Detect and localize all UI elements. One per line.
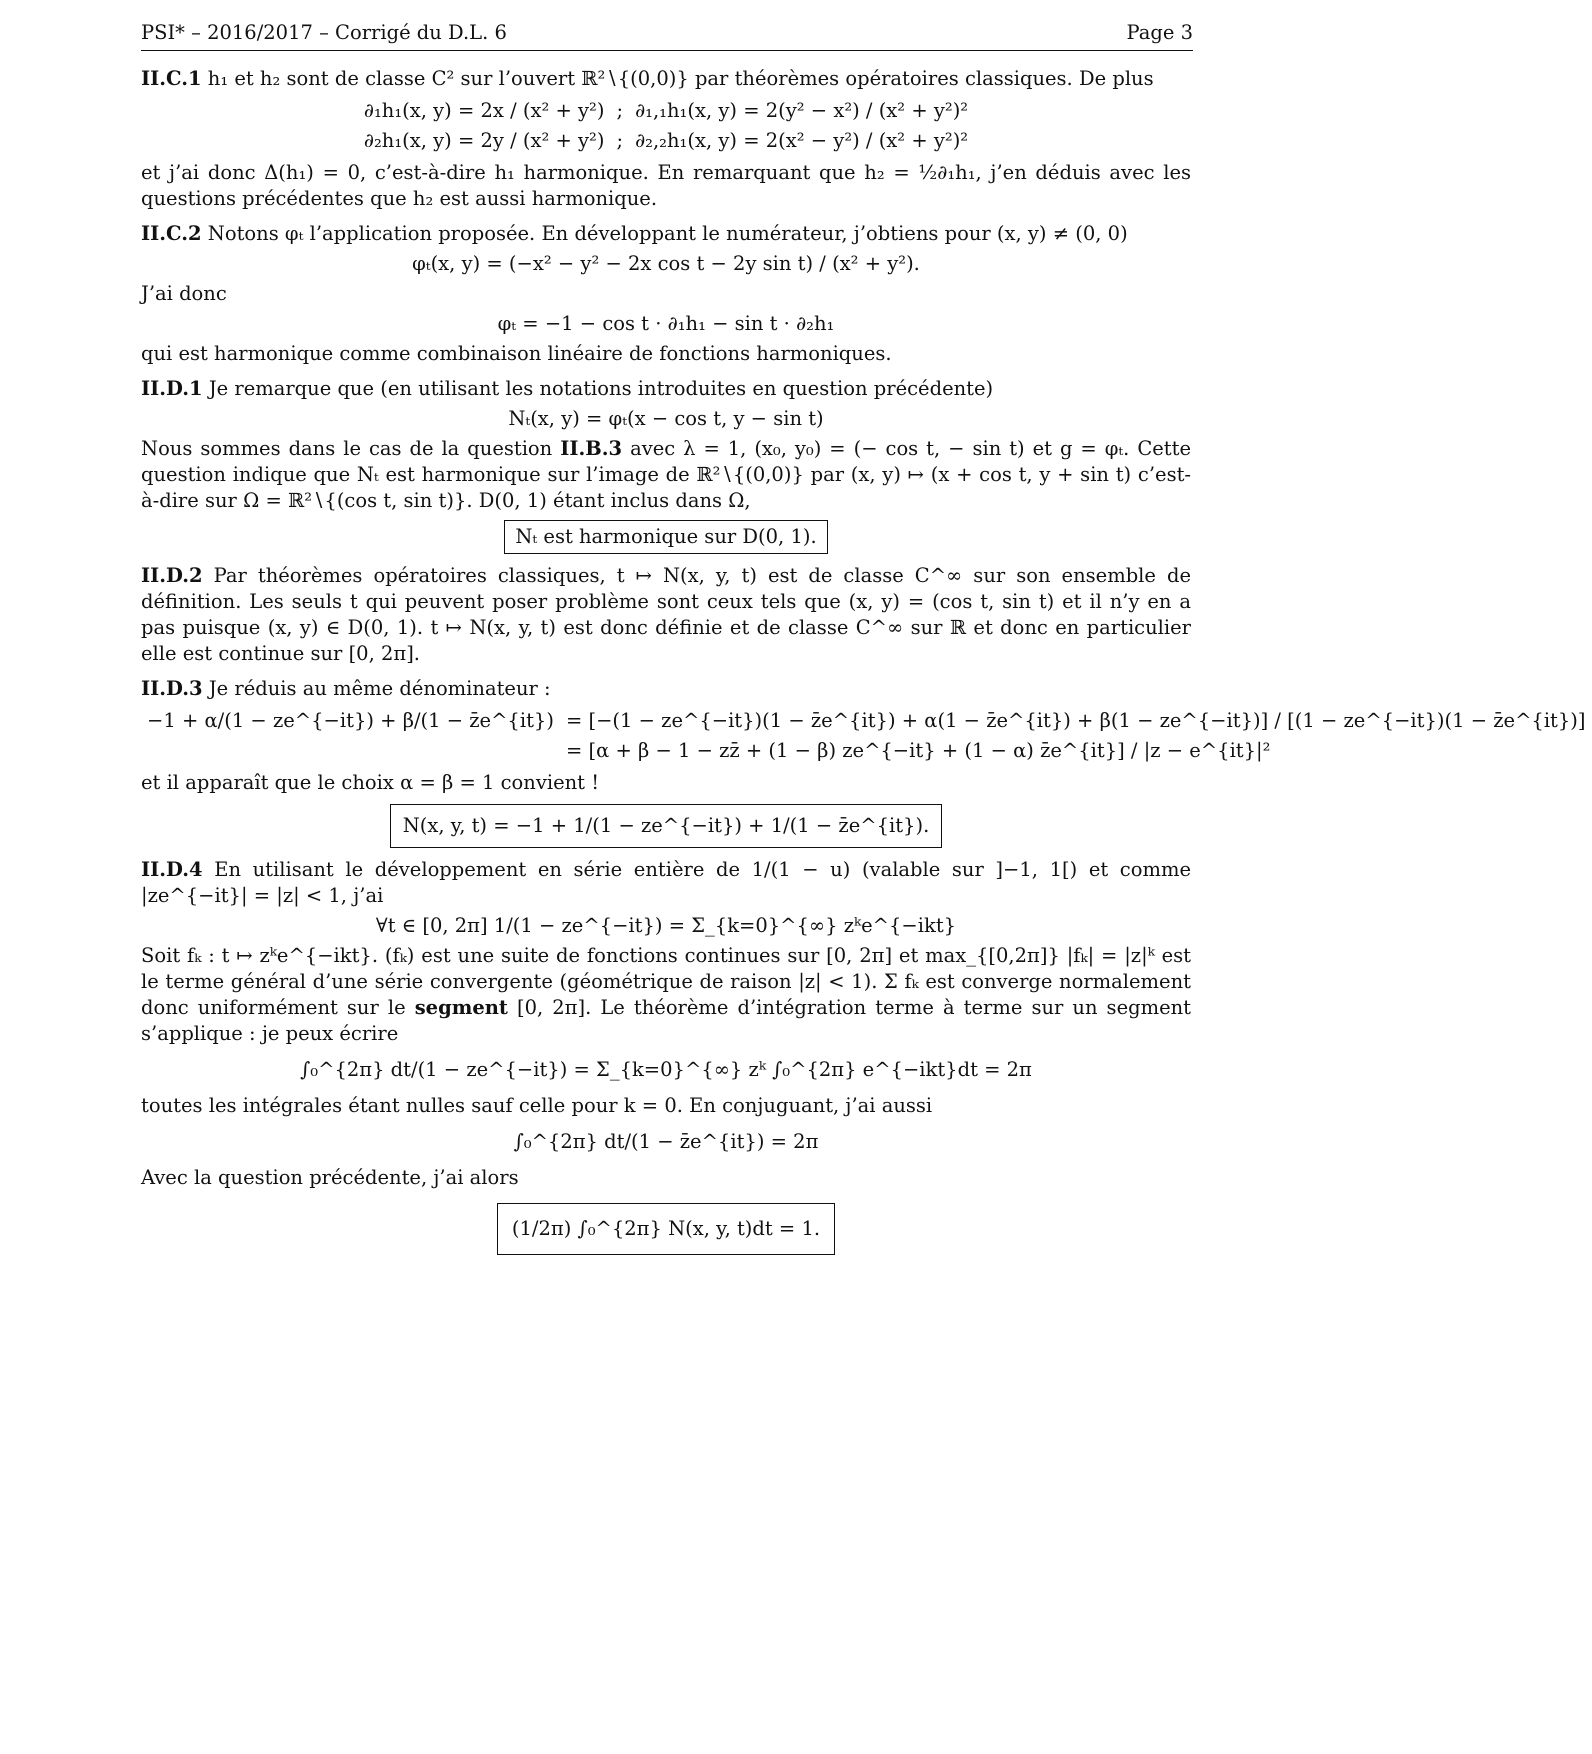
paragraph-iid2 <box>141 563 1191 667</box>
iic2-donc: J’ai donc <box>141 282 227 305</box>
label-iid2: II.D.2 <box>141 564 203 587</box>
iid4-p1: En utilisant le développement en série entière de 1/(1 − u) (valable sur ]−1, 1[) et comme |ze^{−it}| = |z| < 1, j’ai <box>141 858 1191 907</box>
paragraph-iic1 <box>141 66 1191 92</box>
iid1-body <box>141 436 1191 514</box>
label-iic1: II.C.1 <box>141 67 202 90</box>
eq-red-rhs1: = [−(1 − ze^{−it})(1 − z̄e^{it}) + α(1 − z̄e^{it}) + β(1 − ze^{−it})] / [(1 − ze^{−it})(1 − z̄e^{it})] <box>565 709 1586 732</box>
iid3-conclusion: et il apparaît que le choix α = β = 1 convient ! <box>141 771 600 794</box>
header-page-number: Page 3 <box>1126 21 1193 44</box>
equation-phi-t: φₜ(x, y) = (−x² − y² − 2x cos t − 2y sin t) / (x² + y²). <box>412 252 920 275</box>
iic1-intro: h₁ et h₂ sont de classe C² sur l’ouvert ℝ²∖{(0,0)} par théorèmes opératoires classiques. De plus <box>207 67 1154 90</box>
equation-integral-1: ∫₀^{2π} dt/(1 − ze^{−it}) = Σ_{k=0}^{∞} zᵏ ∫₀^{2π} e^{−ikt}dt = 2π <box>300 1058 1032 1081</box>
label-iib3: II.B.3 <box>560 437 623 460</box>
iid4-body <box>141 943 1191 1047</box>
eq-d11h1: ∂₁,₁h₁(x, y) = 2(y² − x²) / (x² + y²)² <box>635 99 969 122</box>
boxed-result-n: N(x, y, t) = −1 + 1/(1 − ze^{−it}) + 1/(1 − z̄e^{it}). <box>390 804 943 848</box>
eq-red-lhs: −1 + α/(1 − ze^{−it}) + β/(1 − z̄e^{it}) <box>147 709 554 732</box>
iid1-p2: avec λ = 1, (x₀, y₀) = (− cos t, − sin t) et g = φₜ. Cette question indique que Nₜ est harmonique sur l’image de ℝ²∖{(0,0)} par (x, y) ↦ (x + cos t, y + sin t) c’est-à-dire sur Ω = ℝ²∖{(cos t, sin t)}. D(0, 1) étant inclus dans Ω, <box>141 437 1192 512</box>
iid4-p4: toutes les intégrales étant nulles sauf celle pour k = 0. En conjuguant, j’ai aussi <box>141 1094 933 1117</box>
header-left: PSI* – 2016/2017 – Corrigé du D.L. 6 <box>141 21 507 44</box>
paragraph-iid4 <box>141 857 1191 909</box>
eq-red-rhs2: = [α + β − 1 − zz̄ + (1 − β) ze^{−it} + (1 − α) z̄e^{it}] / |z − e^{it}|² <box>565 739 1271 762</box>
iic2-intro: Notons φₜ l’application proposée. En développant le numérateur, j’obtiens pour (x, y) ≠ (0, 0) <box>207 222 1128 245</box>
iic2-conclusion: qui est harmonique comme combinaison linéaire de fonctions harmoniques. <box>141 342 892 365</box>
iid1-p1: Nous sommes dans le cas de la question <box>141 437 553 460</box>
iic1-conclusion: et j’ai donc Δ(h₁) = 0, c’est-à-dire h₁ harmonique. En remarquant que h₂ = ½∂₁h₁, j’en déduis avec les questions précédentes que h₂ est aussi harmonique. <box>141 161 1191 210</box>
equation-common-denominator <box>141 706 1592 766</box>
iid3-intro: Je réduis au même dénominateur : <box>208 677 551 700</box>
boxed-result-nt: Nₜ est harmonique sur D(0, 1). <box>504 520 827 554</box>
equation-nt: Nₜ(x, y) = φₜ(x − cos t, y − sin t) <box>508 407 824 430</box>
equation-integral-2: ∫₀^{2π} dt/(1 − z̄e^{it}) = 2π <box>513 1130 819 1153</box>
label-iic2: II.C.2 <box>141 222 202 245</box>
iid1-intro: Je remarque que (en utilisant les notations introduites en question précédente) <box>208 377 994 400</box>
page-content <box>141 66 1586 1255</box>
label-iid4: II.D.4 <box>141 858 203 881</box>
page-header <box>141 20 1193 51</box>
eq-d22h1: ∂₂,₂h₁(x, y) = 2(x² − y²) / (x² + y²)² <box>635 129 969 152</box>
boxed-final-result: (1/2π) ∫₀^{2π} N(x, y, t)dt = 1. <box>497 1203 835 1255</box>
eq-d2h1: ∂₂h₁(x, y) = 2y / (x² + y²) <box>363 129 605 152</box>
eq-d1h1: ∂₁h₁(x, y) = 2x / (x² + y²) <box>363 99 605 122</box>
label-iid1: II.D.1 <box>141 377 203 400</box>
iid2-text: Par théorèmes opératoires classiques, t ↦ N(x, y, t) est de classe C^∞ sur son ensemble de définition. Les seuls t qui peuvent poser problème sont ceux tels que (x, y) = (cos t, sin t) et il n’y en a pas puisque (x, y) ∈ D(0, 1). t ↦ N(x, y, t) est donc définie et de classe C^∞ sur ℝ et donc en particulier elle est continue sur [0, 2π]. <box>141 564 1191 665</box>
label-segment: segment <box>414 996 508 1019</box>
paragraph-iid3 <box>141 676 1191 702</box>
equation-series: ∀t ∈ [0, 2π] 1/(1 − ze^{−it}) = Σ_{k=0}^{∞} zᵏe^{−ikt} <box>375 914 957 937</box>
iid4-p5: Avec la question précédente, j’ai alors <box>141 1166 519 1189</box>
iid4-p2: Soit fₖ : t ↦ zᵏe^{−ikt}. (fₖ) est une suite de fonctions continues sur [0, 2π] et max_{[0,2π]} |fₖ| = |z|ᵏ est le terme général d’une série convergente (géométrique de raison |z| < 1). Σ fₖ est converge normalement donc uniformément sur le <box>141 944 1191 1019</box>
label-iid3: II.D.3 <box>141 677 203 700</box>
iid4-p3: [0, 2π]. Le théorème d’intégration terme à terme sur un segment s’applique : je peux écrire <box>141 996 1192 1045</box>
equation-phi-combination: φₜ = −1 − cos t · ∂₁h₁ − sin t · ∂₂h₁ <box>497 312 835 335</box>
paragraph-iic2 <box>141 221 1191 247</box>
paragraph-iid1 <box>141 376 1191 402</box>
equation-partial-derivatives: ∂₁h₁(x, y) = 2x / (x² + y²) ; ∂₁,₁h₁(x, y) = 2(y² − x²) / (x² + y²)² ∂₂h₁(x, y) = 2y / (x² + y²) ; ∂₂,₂h₁(x, y) = 2(x² − y²) / (x² + y²)² <box>358 96 974 156</box>
